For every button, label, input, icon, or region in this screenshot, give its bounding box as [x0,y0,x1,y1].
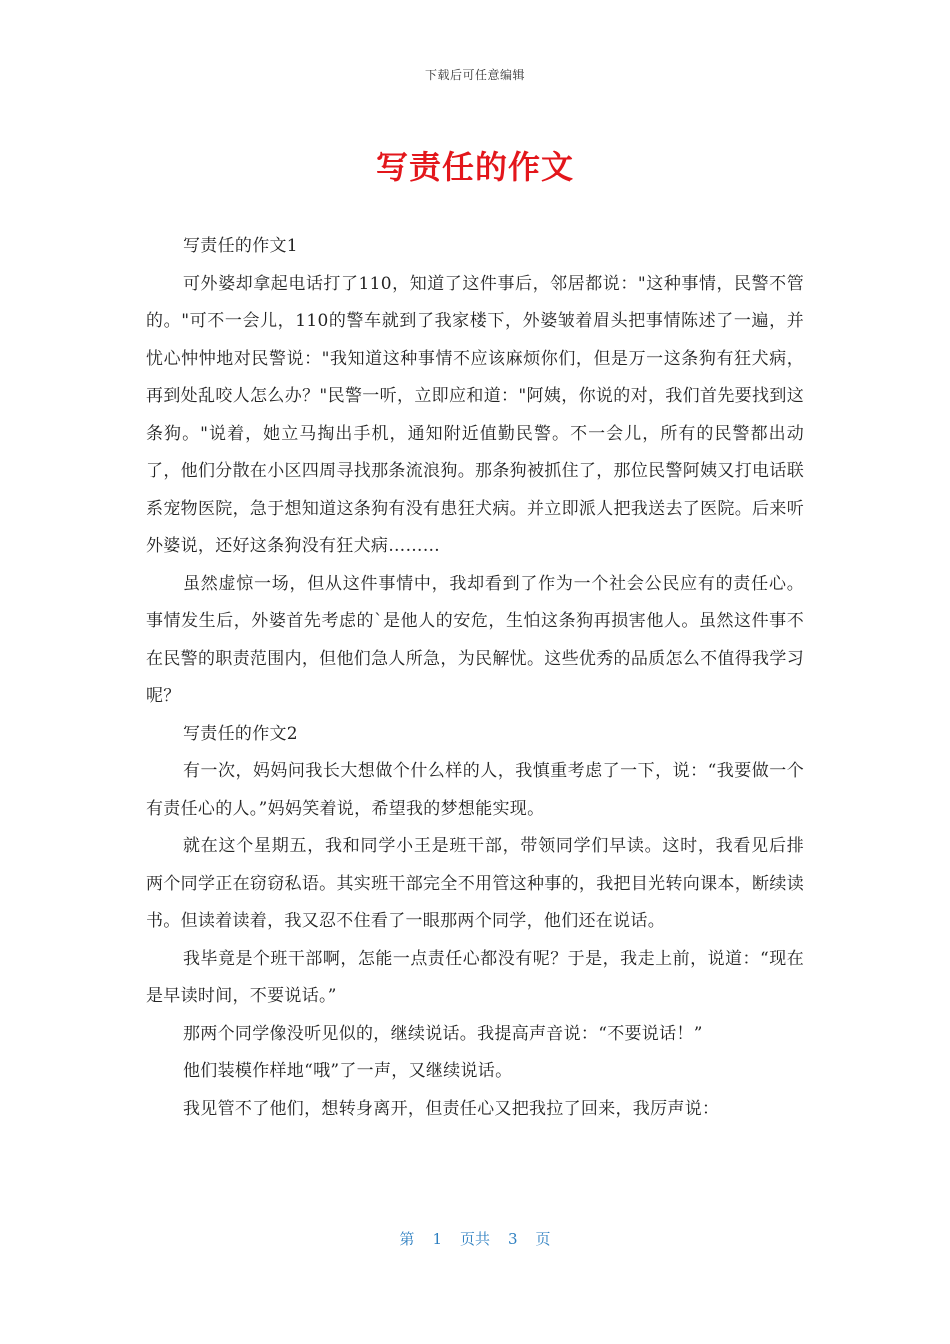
body-paragraph: 那两个同学像没听见似的，继续说话。我提高声音说：“不要说话！” [183,1023,703,1044]
document-body [146,228,804,1128]
body-paragraph: 就在这个星期五，我和同学小王是班干部，带领同学们早读。这时，我看见后排两个同学正在窃窃私语。其实班干部完全不用管这种事的，我把目光转向课本，断续读书。但读着读着，我又忍不住看了一眼那两个同学，他们还在说话。 [146,836,804,931]
body-paragraph: 我毕竟是个班干部啊，怎能一点责任心都没有呢？于是，我走上前，说道：“现在是早读时间，不要说话。” [146,948,804,1006]
body-paragraph: 虽然虚惊一场，但从这件事情中，我却看到了作为一个社会公民应有的责任心。事情发生后，外婆首先考虑的`是他人的安危，生怕这条狗再损害他人。虽然这件事不在民警的职责范围内，但他们急人所急，为民解忧。这些优秀的品质怎么不值得我学习呢？ [146,573,804,706]
footer-total-label: 页共 [459,1230,490,1248]
body-paragraph: 可外婆却拿起电话打了110，知道了这件事后，邻居都说："这种事情，民警不管的。"可不一会儿，110的警车就到了我家楼下，外婆皱着眉头把事情陈述了一遍，并忧心忡忡地对民警说："我知道这种事情不应该麻烦你们，但是万一这条狗有狂犬病，再到处乱咬人怎么办？"民警一听，立即应和道："阿姨，你说的对，我们首先要找到这条狗。"说着，她立马掏出手机，通知附近值勤民警。不一会儿，所有的民警都出动了，他们分散在小区四周寻找那条流浪狗。那条狗被抓住了，那位民警阿姨又打电话联系宠物医院，急于想知道这条狗有没有患狂犬病。并立即派人把我送去了医院。后来听外婆说，还好这条狗没有狂犬病……… [146,273,804,556]
body-paragraph: 他们装模作样地“哦”了一声，又继续说话。 [183,1061,513,1081]
footer-page-label: 第 [399,1230,415,1248]
page-header-note: 下载后可任意编辑 [424,68,525,82]
body-paragraph: 有一次，妈妈问我长大想做个什么样的人，我慎重考虑了一下，说：“我要做一个有责任心的人。”妈妈笑着说，希望我的梦想能实现。 [146,761,804,819]
footer-page-suffix: 页 [535,1230,551,1248]
page-footer [0,1228,950,1249]
section-heading-2: 写责任的作文2 [183,723,298,744]
document-title: 写责任的作文 [375,148,574,186]
body-paragraph: 我见管不了他们，想转身离开，但责任心又把我拉了回来，我厉声说： [183,1098,720,1119]
footer-total-pages: 3 [508,1230,518,1248]
footer-page-number: 1 [432,1230,442,1248]
section-heading-1: 写责任的作文1 [183,236,298,256]
